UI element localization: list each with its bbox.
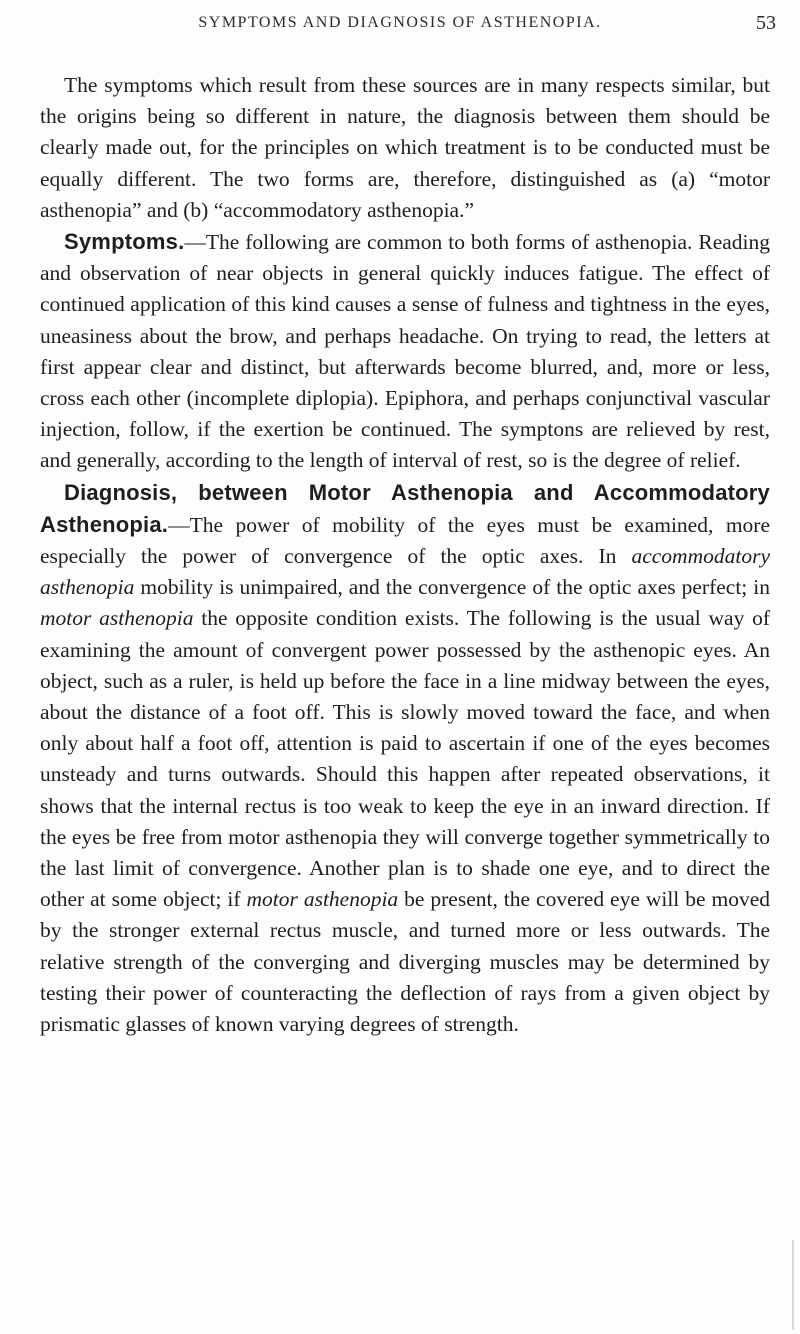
running-header-title: SYMPTOMS AND DIAGNOSIS OF ASTHENOPIA.: [198, 14, 602, 31]
diagnosis-emphasis-motor: motor asthenopia: [40, 606, 194, 631]
running-header: [0, 6, 800, 46]
paragraph-diagnosis: [40, 477, 770, 1041]
section-heading-symptoms: Symptoms.: [64, 229, 185, 255]
paragraph-intro: The symptoms which result from these sources are in many respects similar, but the origins being so different in nature, the diagnosis between them should be clearly made out, for the principles on which treatment is to be conducted must be equally different. The two forms are, therefore, distinguished as (a) “motor asthenopia” and (b) “accommodatory asthenopia.”: [40, 73, 770, 222]
diagnosis-emphasis-accommodatory: accommodatory asthenopia: [40, 544, 770, 600]
symptoms-text: —The following are common to both forms of asthenopia. Reading and observation of near objects in general quickly induces fatigue. The effect of continued application of this kind causes a sense of fulness and tightness in the eyes, uneasiness about the brow, and perhaps headache. On trying to read, the letters at first appear clear and distinct, but afterwards become blurred, and, more or less, cross each other (incomplete diplopia). Epiphora, and perhaps conjunctival vascular injection, follow, if the exertion be continued. The symptons are relieved by rest, and generally, according to the length of interval of rest, so is the degree of relief.: [40, 230, 770, 473]
scan-edge-mark: [792, 1240, 794, 1330]
diagnosis-text-3: the opposite condition exists. The following is the usual way of examining the amount of convergent power possessed by the asthenopic eyes. An object, such as a ruler, is held up before the face in a line midway between the eyes, about the distance of a foot off. This is slowly moved toward the face, and when only about half a foot off, attention is paid to ascertain if one of the eyes becomes unsteady and turns outwards. Should this happen after repeated observations, it shows that the internal rectus is too weak to keep the eye in an inward direction. If the eyes be free from motor asthenopia they will converge together symmetrically to the last limit of convergence. Another plan is to shade one eye, and to direct the other at some object; if: [40, 606, 770, 912]
body-text: [40, 70, 770, 1040]
diagnosis-text-1: —The power of mobility of the eyes must be examined, more especially the power of convergence of the optic axes. In: [40, 512, 770, 569]
page-number: 53: [756, 12, 776, 34]
diagnosis-emphasis-motor-2: motor asthenopia: [246, 887, 399, 912]
section-heading-diagnosis: Diagnosis, between Motor Asthenopia and Accommodatory Asthenopia.: [40, 479, 770, 537]
diagnosis-text-2: mobility is unimpaired, and the convergence of the optic axes perfect; in: [134, 575, 770, 600]
diagnosis-text-4: be present, the covered eye will be moved by the stronger external rectus muscle, and turned more or less outwards. The relative strength of the converging and diverging muscles may be determined by testing their power of counteracting the deflection of rays from a given object by prismatic glasses of known varying degrees of strength.: [40, 887, 770, 1037]
paragraph-symptoms: [40, 226, 770, 477]
